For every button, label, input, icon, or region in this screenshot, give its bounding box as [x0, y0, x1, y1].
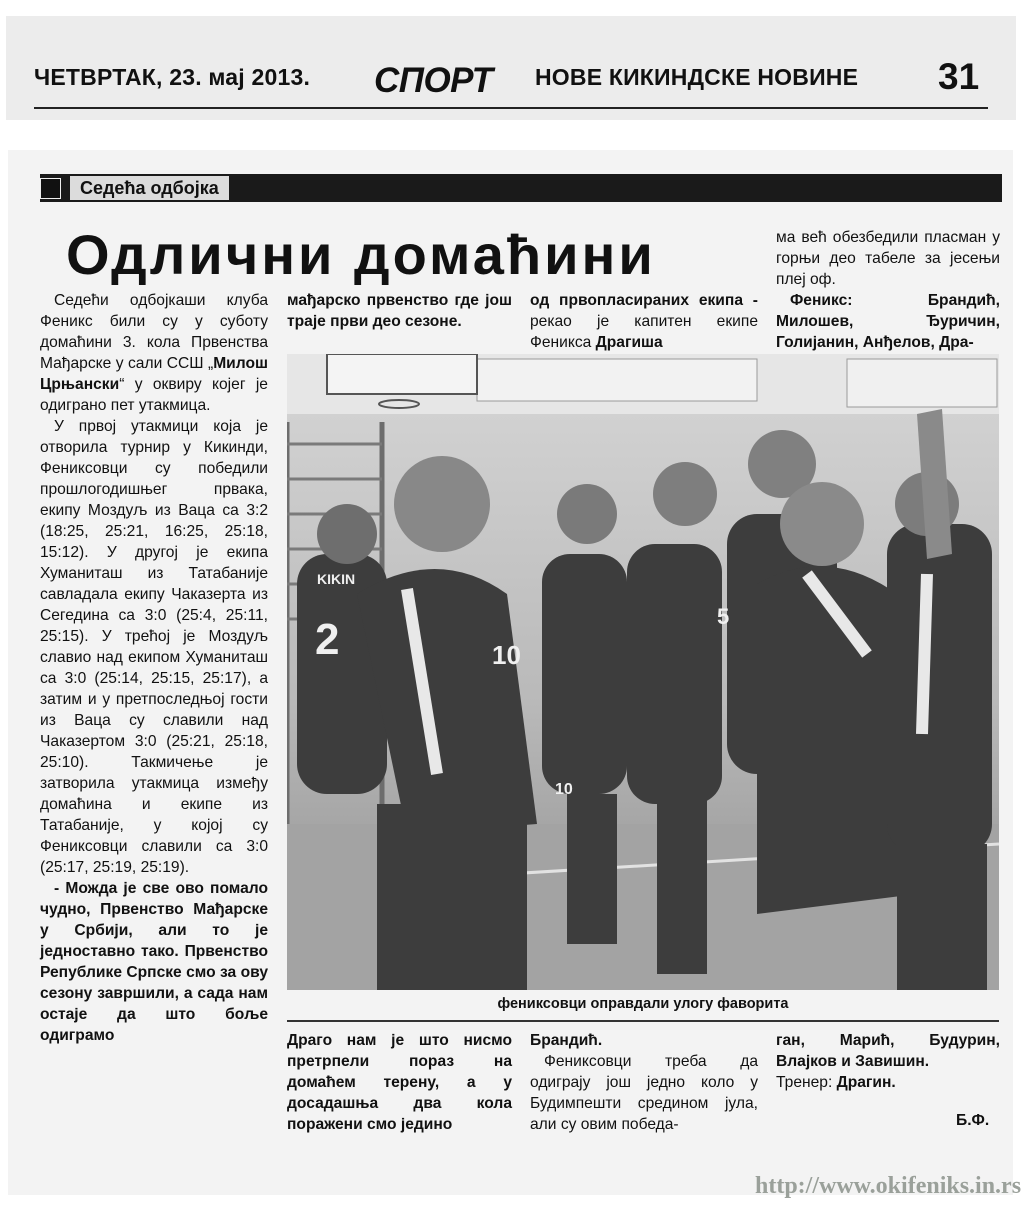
masthead-rule: [34, 107, 988, 109]
article-column-4-bottom: [776, 1030, 1000, 1093]
paragraph-quote: - Можда је све ово помало чудно, Првенство Мађарске у Србији, али то је једноставно тако. Првенство Републике Српске смо за ову сезону завршили, а сада нам остаје да што боље одиграмо: [40, 880, 268, 1044]
roster-line-continued: ган, Марић, Будурин, Влајков и Завишин.: [776, 1032, 1000, 1070]
team-photo: [287, 354, 999, 990]
paragraph-intro: Седећи одбојкаши клуба Феникс били су у суботу домаћини 3. кола Првенства Мађарске у сали ССШ „Милош Црњански“ у оквиру којег је одиграно пет утакмица.: [40, 292, 268, 414]
jersey-number-5: 5: [717, 604, 730, 629]
team-photo-image: [287, 354, 999, 990]
article-column-3-bottom: Брандић. Фениксовци треба да одиграју још једно коло у Будимпешти средином јула, али су овим победа-: [530, 1032, 758, 1133]
article-column-1: [40, 290, 268, 1046]
coach-line: Тренер: Драгин.: [776, 1074, 896, 1091]
venue-name: Милош Црњански: [40, 355, 268, 393]
headline: Одлични домаћини: [66, 223, 656, 286]
jersey-number-2: 2: [315, 615, 340, 664]
rubric-marker: [40, 178, 61, 199]
jersey-number-10-shorts: 10: [555, 781, 573, 798]
source-url-watermark: http://www.okifeniks.in.rs: [755, 1173, 1022, 1199]
article-column-4-top: ма већ обезбедили пласман у горњи део табеле за јесењи плеј оф. Феникс: Брандић, Милошев, Ђуричин, Голијанин, Анђелов, Дра-: [776, 229, 1000, 351]
roster-line: Феникс: Брандић, Милошев, Ђуричин, Голијанин, Анђелов, Дра-: [776, 292, 1000, 351]
newspaper-name: НОВЕ КИКИНДСКЕ НОВИНЕ: [535, 64, 859, 90]
issue-date: ЧЕТВРТАК, 23. мај 2013.: [34, 64, 311, 90]
masthead: [6, 16, 1016, 120]
photo-caption: фениксовци оправдали улогу фаворита: [497, 996, 789, 1012]
captain-surname: Брандић.: [530, 1032, 603, 1049]
jersey-number-10: 10: [492, 640, 521, 670]
article-column-2-bottom: Драго нам је што нисмо претрпели пораз на домаћем терену, а у досадашња два кола поражени смо једино: [287, 1032, 512, 1133]
jersey-lettering: KIKIN: [317, 571, 356, 587]
article-column-2-top: мађарско првенство где још траје први део сезоне.: [287, 292, 512, 330]
paragraph-results: У првој утакмици која је отворила турнир у Кикинди, Фениксовци су победили прошлогодишњег првака, екипу Моздуљ из Ваца са 3:2 (18:25, 25:21, 16:25, 25:18, 15:12). У другој је екипа Хуманиташ из Татабаније савладала екипу Чаказерта из Сегедина са 3:0 (25:4, 25:11, 25:15). У трећој је Моздуљ славио над екипом Хуманиташ са 3:0 (25:14, 25:15, 25:17), а затим и у претпоследњој гости из Ваца су славили над Чаказертом 3:0 (25:21, 25:18, 25:10). Такмичење је затворила утакмица између домаћина и екипе из Татабаније, у којој су Фениксовци славили са 3:0 (25:17, 25:19, 25:19).: [40, 418, 268, 876]
coach-name: Драгин.: [836, 1074, 896, 1091]
section-name: СПОРТ: [374, 61, 493, 100]
captain-name: Драгиша: [595, 334, 663, 351]
page-number: 31: [938, 56, 980, 97]
rubric-label: Седећа одбојка: [70, 176, 229, 200]
author-signature: Б.Ф.: [956, 1112, 990, 1129]
caption-rule: [287, 1020, 999, 1022]
article-column-3-top: од првопласираних екипа - рекао је капитен екипе Феникса Драгиша: [530, 292, 758, 351]
